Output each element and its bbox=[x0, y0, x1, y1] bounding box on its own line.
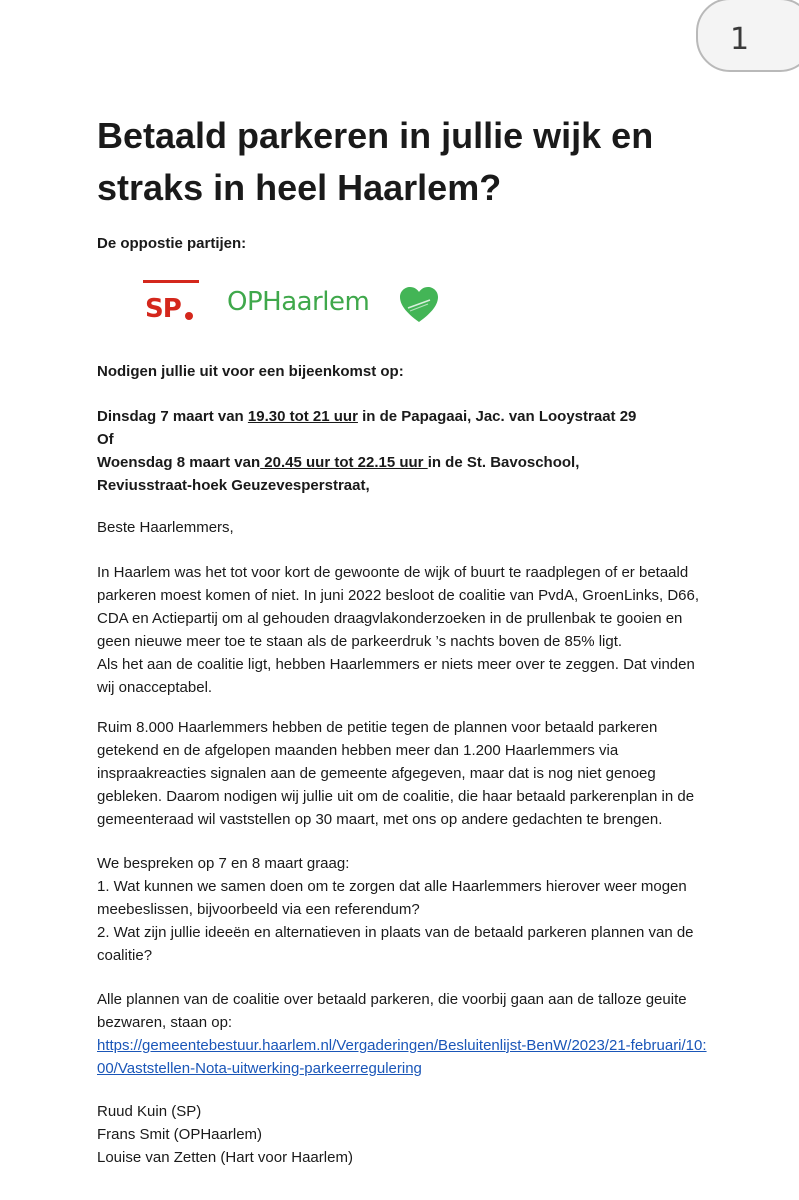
paragraph-1-text: In Haarlem was het tot voor kort de gewoonte de wijk of buurt te raadplegen of er betaald parkeren moest komen of niet. In juni 2022 besloot de coalitie van PvdA, GroenLinks, D66, CDA en Actiepartij om al gehouden draagvlakonderzoeken in de prullenbak te gooien en geen nieuwe meer toe te staan als de parkeerdruk ’s nachts boven de 85% ligt. bbox=[97, 564, 700, 650]
document-title: Betaald parkeren in jullie wijk en straks in heel Haarlem? bbox=[97, 115, 654, 208]
sp-logo-dot bbox=[185, 312, 193, 320]
paragraph-2: Ruim 8.000 Haarlemmers hebben de petitie tegen de plannen voor betaald parkeren getekend en de afgelopen maanden hebben meer dan 1.200 Haarlemmers via inspraakreacties signalen aan de gemeente afgegeven, maar dat is nog niet genoeg gebleken. Daarom nodigen wij jullie uit om de coalitie, die haar betaald parkerenplan in de gemeenteraad wil vaststellen op 30 maart, met ons op andere gedachten te brengen. bbox=[97, 719, 695, 828]
invite-line: Nodigen jullie uit voor een bijeenkomst op: bbox=[97, 363, 404, 380]
sp-logo-bar bbox=[143, 280, 199, 283]
event2-prefix: Woensdag 8 maart van bbox=[97, 454, 261, 471]
question-1: 1. Wat kunnen we samen doen om te zorgen dat alle Haarlemmers hierover weer mogen meebeslissen, bijvoorbeeld via een referendum? bbox=[97, 878, 687, 918]
or-text: Of bbox=[97, 431, 114, 448]
signatures bbox=[97, 1100, 353, 1169]
event1-prefix: Dinsdag 7 maart van bbox=[97, 408, 248, 425]
discussion-list bbox=[97, 852, 712, 967]
sp-logo bbox=[141, 280, 201, 330]
greeting: Beste Haarlemmers, bbox=[97, 519, 234, 536]
event-tuesday bbox=[97, 405, 636, 428]
ophaarlem-logo: OPHaarlem bbox=[227, 287, 370, 317]
plans-text: Alle plannen van de coalitie over betaald parkeren, die voorbij gaan aan de talloze geuite bezwaren, staan op: bbox=[97, 991, 687, 1031]
heart-icon bbox=[399, 286, 439, 324]
paragraph-1-text-b: Als het aan de coalitie ligt, hebben Haarlemmers er niets meer over te zeggen. Dat vinden wij onacceptabel. bbox=[97, 656, 695, 696]
signature-2: Frans Smit (OPHaarlem) bbox=[97, 1126, 263, 1143]
subtitle: De oppostie partijen: bbox=[97, 235, 247, 252]
signature-1: Ruud Kuin (SP) bbox=[97, 1103, 202, 1120]
event2-suffix: in de St. Bavoschool, bbox=[427, 454, 580, 471]
event2-time: 20.45 uur tot 22.15 uur bbox=[260, 454, 428, 471]
event1-suffix: in de Papagaai, Jac. van Looystraat 29 bbox=[357, 408, 637, 425]
sp-logo-text: SP bbox=[145, 294, 181, 324]
event1-time: 19.30 tot 21 uur bbox=[247, 408, 358, 425]
plans-link[interactable]: https://gemeentebestuur.haarlem.nl/Vergaderingen/Besluitenlijst-BenW/2023/21-februari/10:00/Vaststellen-Nota-uitwerking-parkeerregulering bbox=[97, 1037, 707, 1077]
signature-3: Louise van Zetten (Hart voor Haarlem) bbox=[97, 1149, 353, 1166]
event-wednesday-address: Reviusstraat-hoek Geuzevesperstraat, bbox=[97, 477, 370, 494]
question-2: 2. Wat zijn jullie ideeën en alternatieven in plaats van de betaald parkeren plannen van de coalitie? bbox=[97, 924, 694, 964]
page-number: 1 bbox=[730, 22, 750, 57]
plans-section bbox=[97, 988, 712, 1080]
event-wednesday bbox=[97, 451, 579, 474]
paragraph-1 bbox=[97, 561, 712, 699]
discussion-intro: We bespreken op 7 en 8 maart graag: bbox=[97, 855, 350, 872]
